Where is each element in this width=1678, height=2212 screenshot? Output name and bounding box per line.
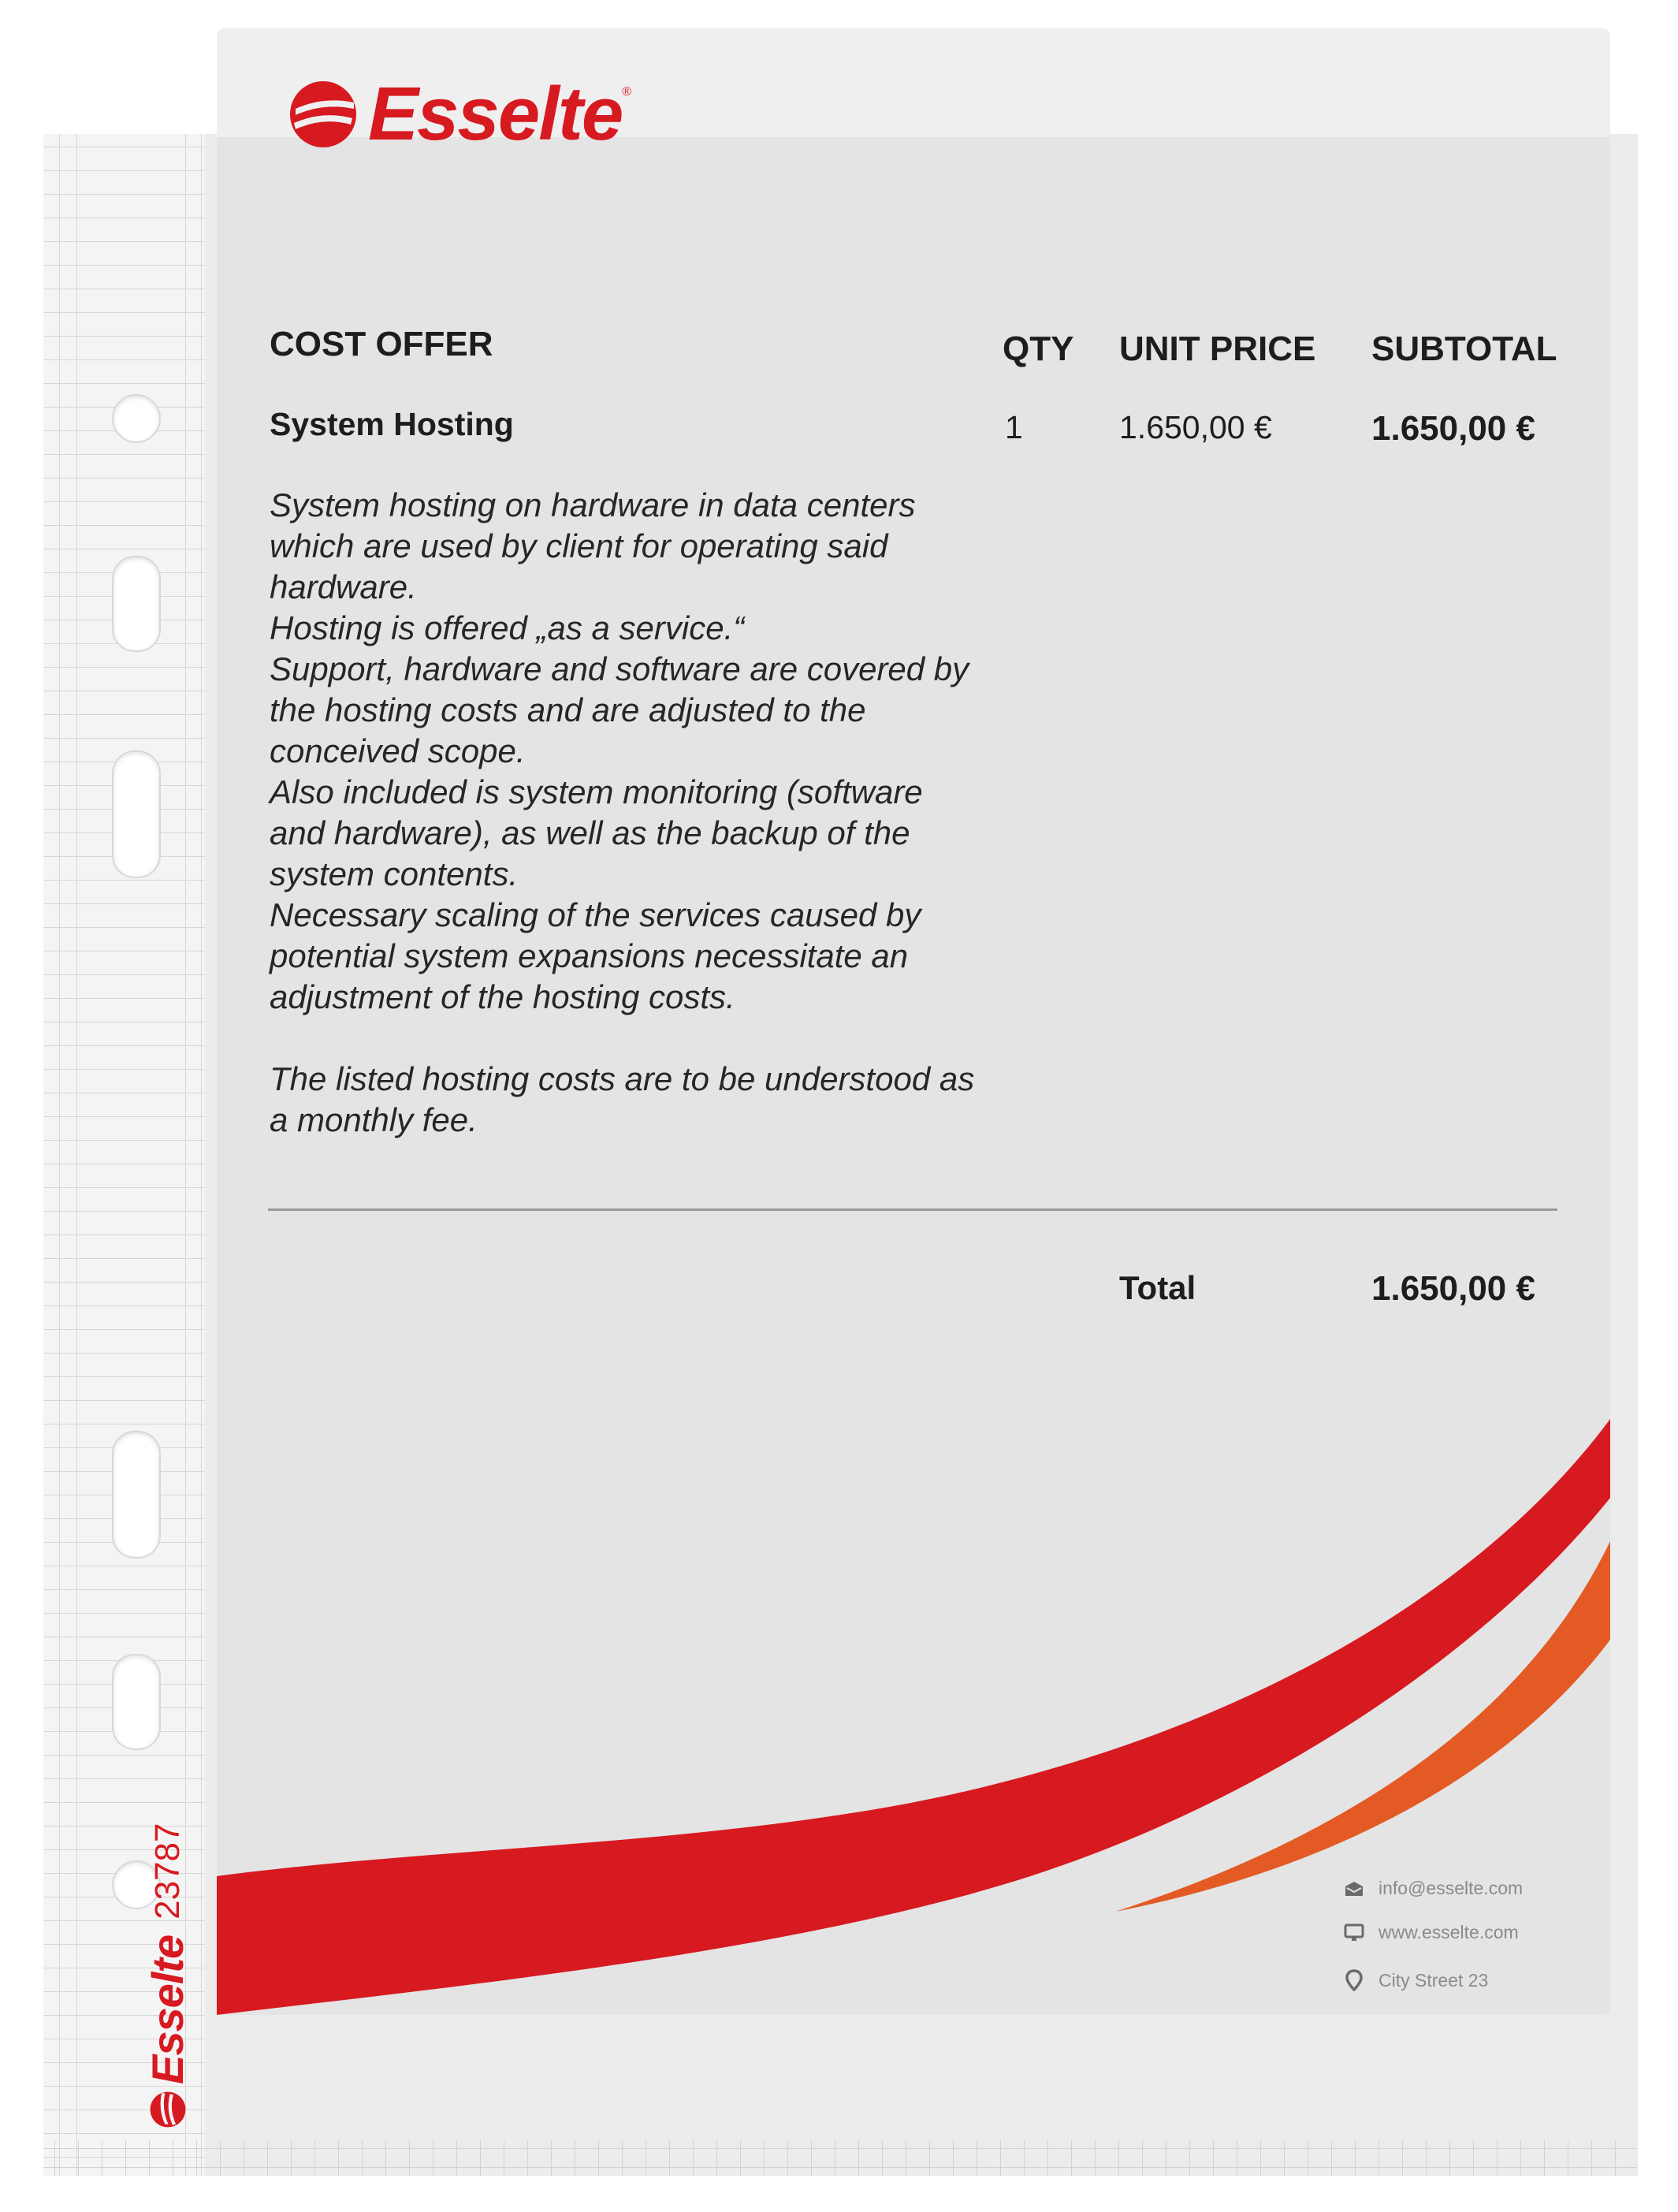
description-paragraph: The listed hosting costs are to be understood as a monthly fee. — [270, 1060, 975, 1138]
contact-web-text: www.esselte.com — [1378, 1922, 1519, 1942]
punch-hole — [112, 750, 161, 878]
punch-hole — [112, 1654, 161, 1750]
punch-hole — [112, 556, 161, 652]
item-name: System Hosting — [270, 406, 514, 442]
offer-title: COST OFFER — [270, 325, 493, 363]
pocket-branding — [142, 1823, 193, 2129]
column-header-subtotal: SUBTOTAL — [1371, 330, 1557, 368]
item-qty: 1 — [1005, 409, 1023, 445]
total-divider — [268, 1208, 1557, 1211]
description-paragraph: Also included is system monitoring (software and hardware), as well as the backup of the system contents. — [270, 773, 923, 892]
registered-mark: ® — [622, 85, 632, 99]
total-label: Total — [1119, 1269, 1196, 1306]
contact-address-text: City Street 23 — [1378, 1969, 1489, 1990]
description-paragraph: System hosting on hardware in data centers which are used by client for operating said hardware. — [270, 486, 916, 605]
contact-email — [1344, 1878, 1523, 1899]
punch-hole — [112, 1431, 161, 1558]
esselte-logo-icon — [288, 79, 359, 150]
total-value: 1.650,00 € — [1371, 1269, 1535, 1308]
bottom-edge-strip — [43, 2140, 1637, 2176]
contact-email-text: info@esselte.com — [1378, 1878, 1524, 1898]
pocket-brand-name: Esselte — [143, 1935, 192, 2084]
pocket-product-code: 23787 — [147, 1823, 187, 1920]
description-paragraph: Support, hardware and software are covered by the hosting costs and are adjusted to the conceived scope. — [270, 650, 969, 769]
item-description — [270, 485, 979, 1141]
description-spacer — [270, 1018, 979, 1059]
monitor-icon — [1344, 1923, 1364, 1942]
esselte-logo-icon — [149, 2091, 187, 2128]
item-subtotal: 1.650,00 € — [1371, 409, 1535, 448]
contact-address — [1344, 1969, 1488, 1991]
column-header-qty: QTY — [1003, 330, 1074, 368]
mail-icon — [1344, 1880, 1364, 1897]
punch-hole — [112, 394, 161, 443]
esselte-logo — [288, 71, 631, 158]
contact-web — [1344, 1922, 1519, 1943]
logo-wordmark: Esselte — [368, 72, 623, 156]
item-unit-price: 1.650,00 € — [1119, 409, 1272, 445]
location-pin-icon — [1344, 1969, 1364, 1991]
description-paragraph: Hosting is offered „as a service.“ — [270, 609, 745, 646]
description-paragraph: Necessary scaling of the services caused by potential system expansions necessitate an adjustment of the hosting costs. — [270, 896, 921, 1015]
column-header-unit-price: UNIT PRICE — [1119, 330, 1316, 368]
